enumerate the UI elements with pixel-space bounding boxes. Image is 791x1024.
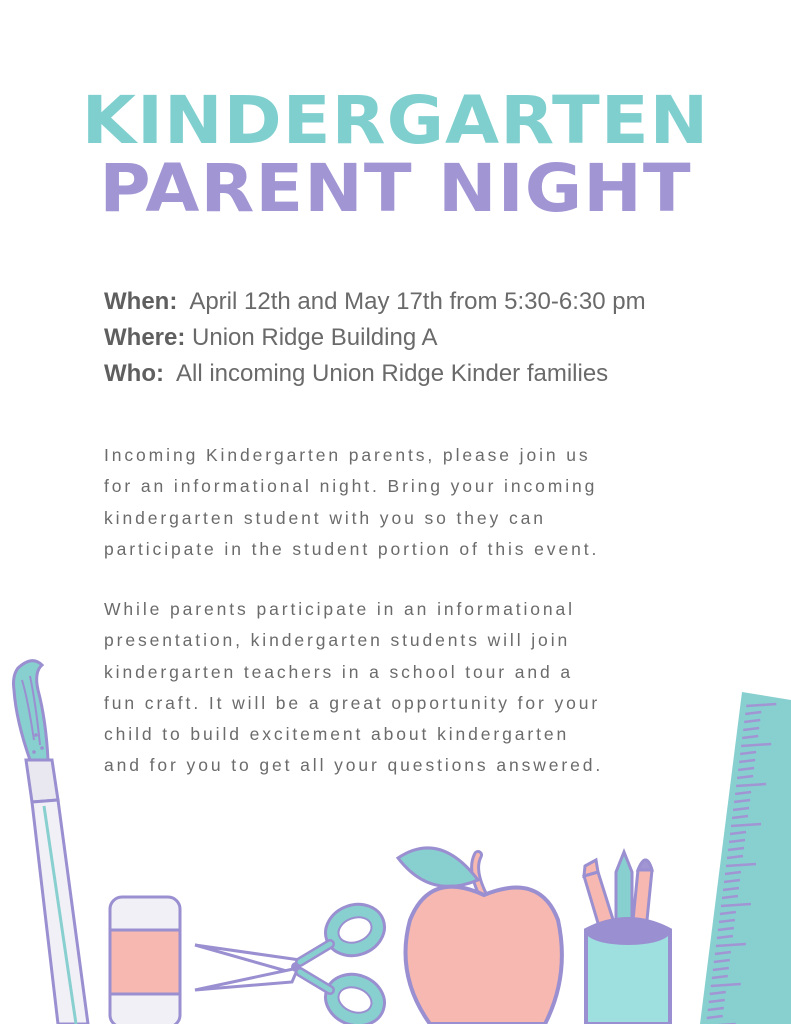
paragraph-line: and for you to get all your questions answered. [104, 755, 604, 776]
ruler-icon [700, 692, 791, 1024]
eraser-icon [110, 897, 180, 1024]
detail-label: When: [104, 288, 178, 315]
detail-label: Who: [104, 360, 164, 387]
detail-label: Where: [104, 324, 186, 351]
paragraph-line: While parents participate in an informational [104, 599, 575, 619]
paragraph-line: for an informational night. Bring your incoming [104, 476, 598, 497]
paragraph-line: kindergarten teachers in a school tour and a [104, 661, 574, 682]
detail-value: All incoming Union Ridge Kinder families [175, 360, 609, 387]
detail-value: Union Ridge Building A [192, 324, 438, 351]
pencil-cup-icon [584, 852, 670, 1024]
paintbrush-icon [14, 661, 89, 1024]
detail-value: April 12th and May 17th from 5:30-6:30 pm [189, 288, 646, 315]
apple-icon [398, 848, 562, 1024]
paragraph-line: presentation, kindergarten students will join [104, 630, 571, 651]
paragraph-line: child to build excitement about kindergarten [104, 724, 570, 745]
title-line-2: PARENT NIGHT [99, 150, 692, 227]
title-line-1: KINDERGARTEN [81, 82, 710, 159]
paragraph-line: fun craft. It will be a great opportunity for your [104, 692, 601, 713]
paragraph-line: kindergarten student with you so they can [104, 507, 546, 528]
paragraph-line: participate in the student portion of this event. [104, 538, 600, 559]
paragraph-line: Incoming Kindergarten parents, please join us [104, 445, 591, 465]
scissors-icon [195, 896, 392, 1024]
